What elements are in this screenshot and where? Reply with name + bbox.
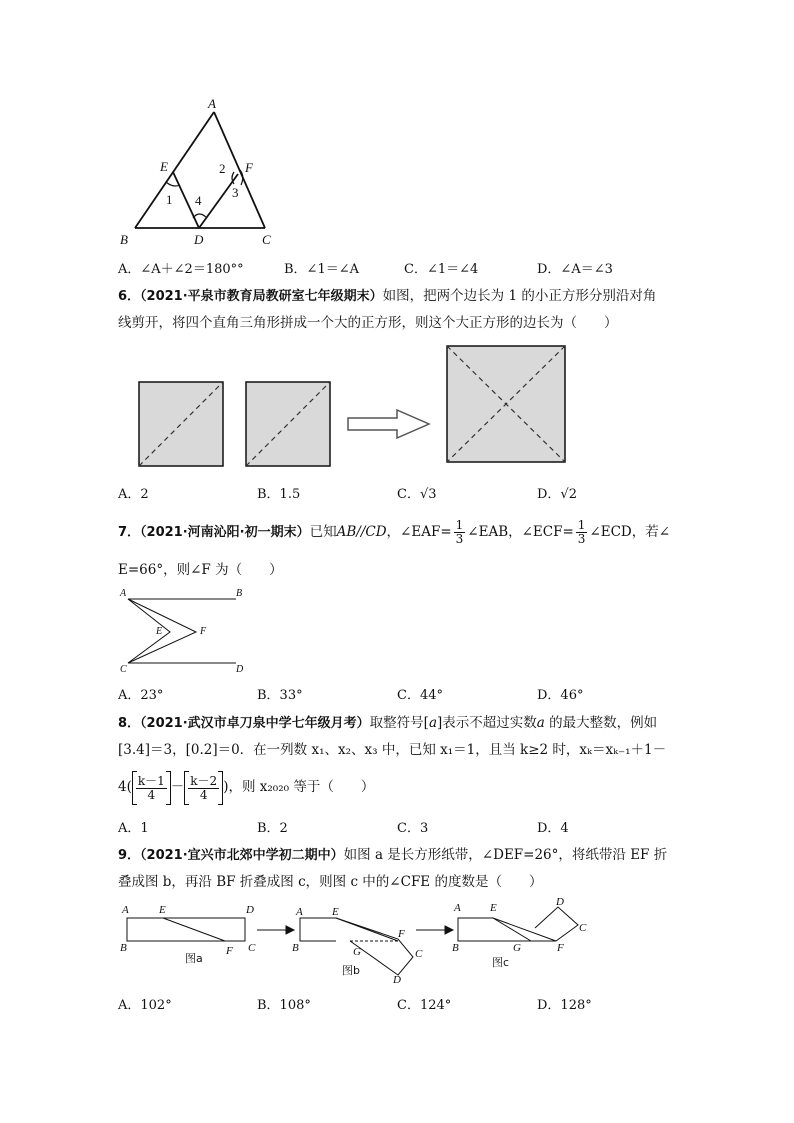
q8-var-a1: a [428,715,438,731]
q6-text-1: 如图，把两个边长为 1 的小正方形分别沿对角 [382,288,657,304]
q6-source: （2021·平泉市教育局教研室七年级期末） [140,289,383,304]
q5-triangle-figure [110,92,290,252]
q9c-label-D: D [556,896,564,908]
q7-stem-line2: E=66°，则∠F 为（ ） [118,562,283,578]
q7-text-5: ∠ECD，若∠ [589,524,671,540]
q8-number: 8． [118,716,141,731]
q8-var-a2: a [536,715,545,731]
q8-source: （2021·武汉市卓刀泉中学七年级月考） [140,716,370,731]
q7-number: 7． [118,525,141,540]
q5-label-E: E [160,159,168,174]
q9-figure [118,895,608,990]
q9b-caption: 图b [342,964,360,977]
q9a-label-D: D [246,904,254,916]
q7-label-B: B [236,588,243,599]
q9c-caption: 图c [492,956,510,969]
q7-label-A: A [120,588,127,599]
q7-option-b[interactable]: B．33° [257,688,303,703]
q8-text-2: ]表示不超过实数 [437,715,537,731]
q9-stem-line2: 叠成图 b，再沿 BF 折叠成图 c，则图 c 中的∠CFE 的度数是（ ） [118,874,543,890]
q8-text-4: 4( [118,779,132,795]
q9b-label-D: D [393,974,401,986]
q6-option-c[interactable]: C．√3 [397,487,437,502]
q6-number: 6． [118,289,141,304]
q9-number: 9． [118,848,141,863]
q7-text-4: ∠EAB，∠ECF= [467,524,574,540]
q6-stem-line2: 线剪开，将四个直角三角形拼成一个大的正方形，则这个大正方形的边长为（ ） [118,315,618,331]
q5-label-F: F [245,160,253,175]
q5-option-c[interactable]: C．∠1＝∠4 [404,262,479,277]
q9b-label-B: B [292,942,299,954]
q7-option-d[interactable]: D．46° [537,688,584,703]
q5-angle-2: 2 [219,161,226,176]
q9a-label-E: E [159,904,166,916]
q9b-label-F: F [398,928,405,940]
q5-option-b[interactable]: B．∠1＝∠A [284,262,359,277]
q9-text-1: 如图 a 是长方形纸带，∠DEF=26°，将纸带沿 EF 折 [343,847,668,863]
q9b-label-E: E [332,906,339,918]
q9b-label-G: G [353,946,361,958]
q9a-label-A: A [122,904,129,916]
q9c-label-B: B [452,942,459,954]
q9c-label-E: E [490,902,497,914]
q5-angle-1: 1 [166,192,173,207]
q8-text-3: 的最大整数，例如 [544,715,658,731]
q8-text-1: 取整符号[ [369,715,429,731]
q8-option-c[interactable]: C．3 [397,821,429,836]
q5-angle-3: 3 [232,185,239,200]
q5-option-d[interactable]: D．∠A＝∠3 [537,262,613,277]
q9-option-b[interactable]: B．108° [257,998,311,1013]
q9-option-a[interactable]: A．102° [118,998,172,1013]
q7-parallel: AB//CD [336,524,387,540]
q7-label-D: D [236,664,244,675]
q8-option-b[interactable]: B．2 [257,821,288,836]
q7-source: （2021·河南沁阳·初一期末） [140,525,310,540]
q9-option-c[interactable]: C．124° [397,998,452,1013]
q6-option-b[interactable]: B．1.5 [257,487,301,502]
q6-stem-line1 [118,286,656,307]
q7-fraction-1: $\frac{1}{3}$ [455,518,464,546]
q9c-label-G: G [513,942,521,954]
q9c-label-A: A [454,902,461,914]
q6-figure [135,340,585,470]
q9a-label-B: B [120,942,127,954]
q5-label-B: B [120,232,128,247]
q6-option-d[interactable]: D．√2 [537,487,577,502]
q7-label-E: E [156,626,163,637]
q9a-label-F: F [226,945,233,957]
q7-option-a[interactable]: A．23° [118,688,164,703]
q7-label-C: C [120,664,127,675]
q8-stem-line3 [118,770,374,805]
q5-option-a[interactable]: A．∠A＋∠2＝180°° [118,262,244,277]
q5-label-A: A [208,96,216,111]
q7-text-3: ，∠EAF= [386,524,452,540]
q6-option-a[interactable]: A．2 [118,487,149,502]
q8-text-5: )，则 x₂₀₂₀ 等于（ ） [223,779,375,795]
q8-option-d[interactable]: D．4 [537,821,569,836]
q7-stem-line1 [118,517,670,548]
q5-label-D: D [194,232,204,247]
q8-minus: － [170,779,185,795]
q8-stem-line2: [3.4]＝3，[0.2]＝0．在一列数 x₁、x₂、x₃ 中，已知 x₁＝1，且当 k≥2 时，xₖ＝xₖ₋₁＋1－ [118,742,667,758]
q9a-caption: 图a [185,952,203,965]
q5-label-C: C [262,232,271,247]
q8-option-a[interactable]: A．1 [118,821,149,836]
q5-angle-4: 4 [195,193,202,208]
q7-fraction-2: $\frac{1}{3}$ [577,518,586,546]
q9c-label-F: F [557,942,564,954]
q7-option-c[interactable]: C．44° [397,688,443,703]
q8-floor-1: $\frac{k-1}{4}$ [132,771,171,805]
q7-text-1: 已知 [309,524,337,540]
q9a-label-C: C [248,942,256,954]
q8-floor-2: $\frac{k-2}{4}$ [184,771,223,805]
q9-source: （2021·宜兴市北郊中学初二期中） [140,848,344,863]
q7-label-F: F [200,626,207,637]
q9-option-d[interactable]: D．128° [537,998,592,1013]
q9-stem-line1 [118,845,667,866]
q9b-label-A: A [296,906,303,918]
q8-stem-line1 [118,713,657,734]
q9b-label-C: C [415,948,423,960]
q9c-label-C: C [579,922,587,934]
